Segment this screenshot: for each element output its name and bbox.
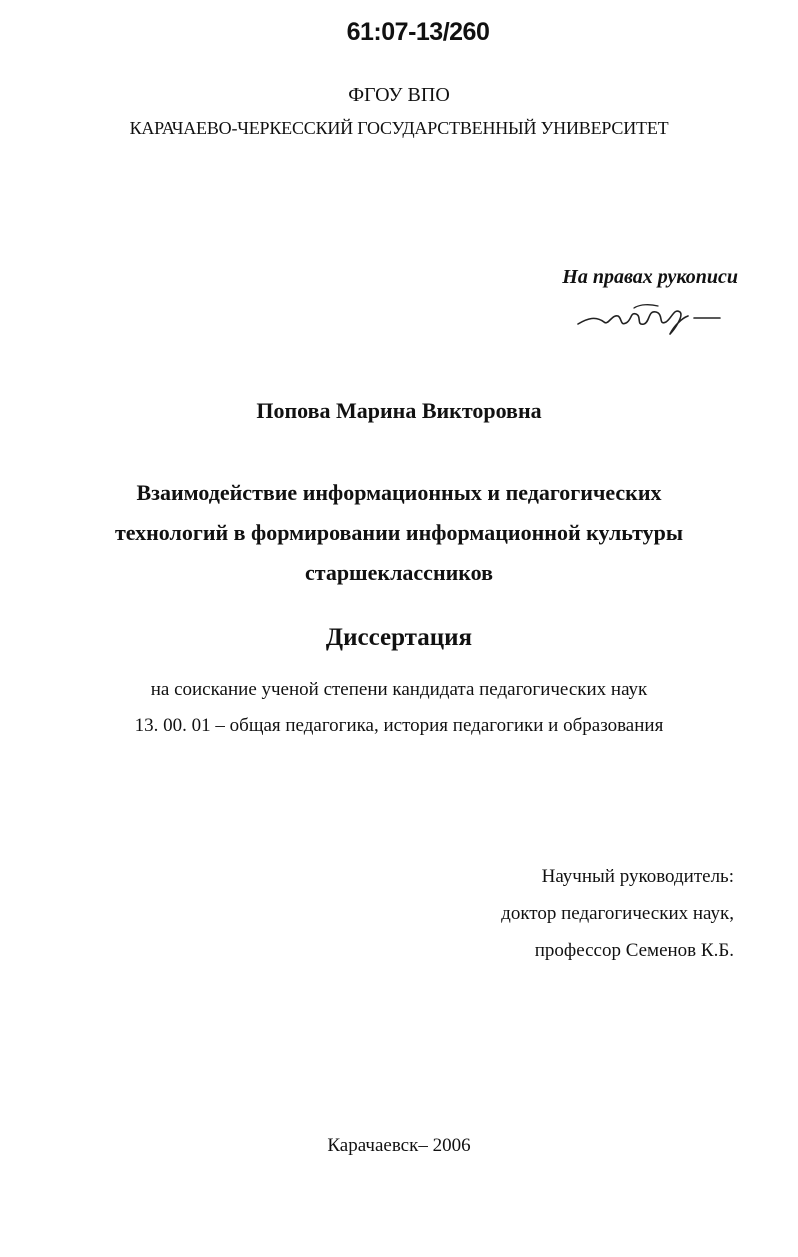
organization-short-name: ФГОУ ВПО — [348, 84, 450, 106]
signature-icon — [574, 296, 724, 338]
dissertation-title — [0, 473, 798, 593]
supervisor-degree: доктор педагогических наук, — [501, 903, 734, 924]
degree-statement: на соискание ученой степени кандидата педагогических наук — [150, 679, 648, 700]
title-line-1: Взаимодействие информационных и педагогических — [136, 480, 662, 505]
supervisor-name: профессор Семенов К.Б. — [534, 940, 734, 961]
title-line-3: старшеклассников — [304, 560, 494, 585]
specialty-statement: 13. 00. 01 – общая педагогика, история педагогики и образования — [134, 715, 664, 736]
document-type: Диссертация — [325, 624, 473, 651]
supervisor-label: Научный руководитель: — [541, 866, 734, 887]
author-name: Попова Марина Викторовна — [256, 398, 542, 423]
supervisor-block — [380, 858, 734, 969]
catalog-number: 61:07-13/260 — [346, 18, 490, 46]
place-and-year: Карачаевск– 2006 — [327, 1135, 471, 1156]
university-name: КАРАЧАЕВО-ЧЕРКЕССКИЙ ГОСУДАРСТВЕННЫЙ УНИВЕРСИТЕТ — [129, 118, 669, 138]
manuscript-rights-note: На правах рукописи — [562, 266, 738, 288]
title-line-2: технологий в формировании информационной культуры — [114, 520, 684, 545]
